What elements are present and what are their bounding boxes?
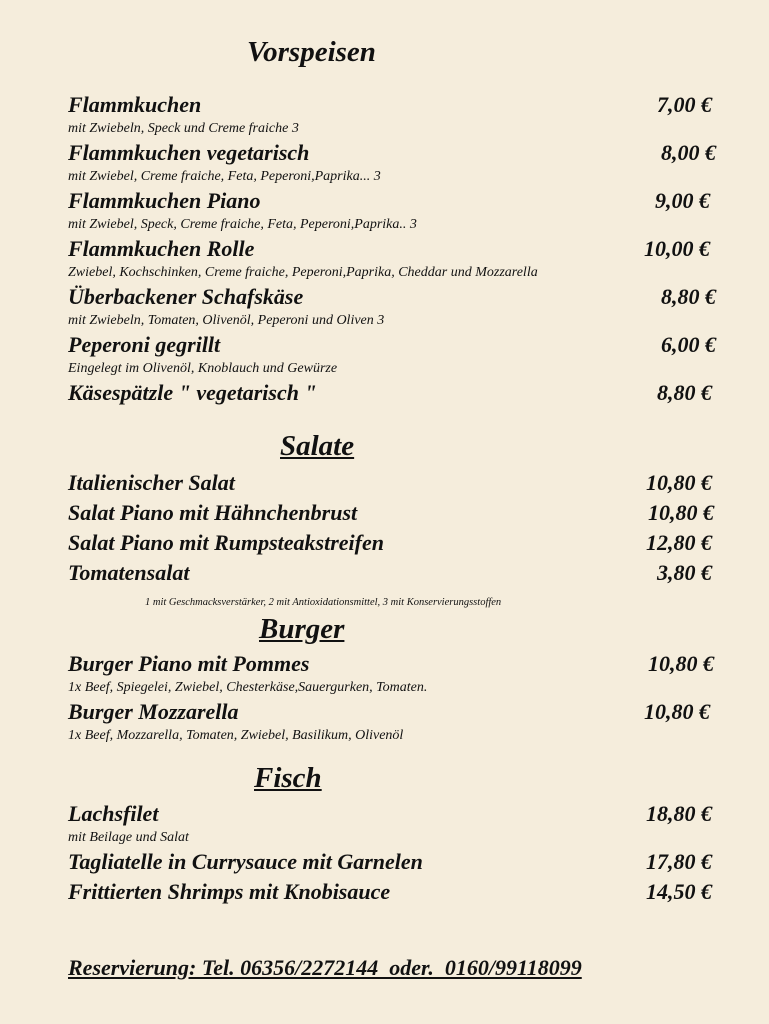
menu-item-price: 14,50 € [646, 879, 712, 904]
menu-item-price: 10,00 € [644, 236, 710, 261]
menu-item-name: Flammkuchen [68, 92, 202, 117]
menu-item-price: 8,00 € [661, 140, 716, 165]
menu-item-description: 1x Beef, Spiegelei, Zwiebel, Chesterkäse,Sauergurken, Tomaten. [68, 680, 428, 695]
menu-item-price: 17,80 € [646, 849, 712, 874]
menu-item-name: Tomatensalat [68, 560, 190, 585]
section-title-salate: Salate [280, 430, 355, 462]
menu-item-name: Käsespätzle " vegetarisch " [68, 380, 317, 405]
menu-item-price: 8,80 € [661, 284, 716, 309]
menu-item-price: 10,80 € [648, 500, 714, 525]
menu-item-description: mit Zwiebel, Creme fraiche, Feta, Peperoni,Paprika... 3 [68, 169, 381, 184]
reservation-phone-line: Reservierung: Tel. 06356/2272144 oder. 0160/99118099 [68, 955, 582, 980]
menu-item-description: mit Zwiebeln, Tomaten, Olivenöl, Peperoni und Oliven 3 [68, 313, 385, 328]
menu-item-description: Eingelegt im Olivenöl, Knoblauch und Gewürze [68, 361, 338, 376]
menu-item-name: Flammkuchen Piano [68, 188, 261, 213]
menu-item-name: Frittierten Shrimps mit Knobisauce [68, 879, 391, 904]
menu-item-name: Flammkuchen Rolle [68, 236, 255, 261]
menu-item-price: 10,80 € [648, 651, 714, 676]
menu-item-price: 7,00 € [657, 92, 712, 117]
section-title-burger: Burger [259, 613, 345, 645]
menu-item-name: Salat Piano mit Hähnchenbrust [68, 500, 358, 525]
menu-item-name: Überbackener Schafskäse [68, 284, 304, 309]
menu-item-name: Burger Mozzarella [68, 699, 239, 724]
menu-item-name: Salat Piano mit Rumpsteakstreifen [68, 530, 384, 555]
menu-item-price: 12,80 € [646, 530, 712, 555]
additives-footnote: 1 mit Geschmacksverstärker, 2 mit Antioxidationsmittel, 3 mit Konservierungsstoffen [145, 597, 502, 608]
menu-item-price: 3,80 € [657, 560, 712, 585]
menu-item-price: 9,00 € [655, 188, 710, 213]
menu-item-description: Zwiebel, Kochschinken, Creme fraiche, Peperoni,Paprika, Cheddar und Mozzarella [68, 265, 538, 280]
menu-item-price: 8,80 € [657, 380, 712, 405]
menu-item-description: mit Zwiebeln, Speck und Creme fraiche 3 [68, 121, 299, 136]
menu-item-name: Lachsfilet [68, 801, 159, 826]
menu-item-price: 6,00 € [661, 332, 716, 357]
section-title-fisch: Fisch [254, 762, 322, 794]
menu-item-price: 18,80 € [646, 801, 712, 826]
menu-item-description: mit Beilage und Salat [68, 830, 189, 845]
menu-item-name: Tagliatelle in Currysauce mit Garnelen [68, 849, 423, 874]
menu-item-name: Peperoni gegrillt [68, 332, 221, 357]
menu-item-name: Italienischer Salat [68, 470, 235, 495]
menu-item-price: 10,80 € [644, 699, 710, 724]
section-title-vorspeisen: Vorspeisen [247, 36, 376, 68]
menu-item-price: 10,80 € [646, 470, 712, 495]
menu-item-name: Burger Piano mit Pommes [68, 651, 310, 676]
menu-item-description: 1x Beef, Mozzarella, Tomaten, Zwiebel, Basilikum, Olivenöl [68, 728, 404, 743]
menu-item-description: mit Zwiebel, Speck, Creme fraiche, Feta, Peperoni,Paprika.. 3 [68, 217, 417, 232]
menu-item-name: Flammkuchen vegetarisch [68, 140, 310, 165]
